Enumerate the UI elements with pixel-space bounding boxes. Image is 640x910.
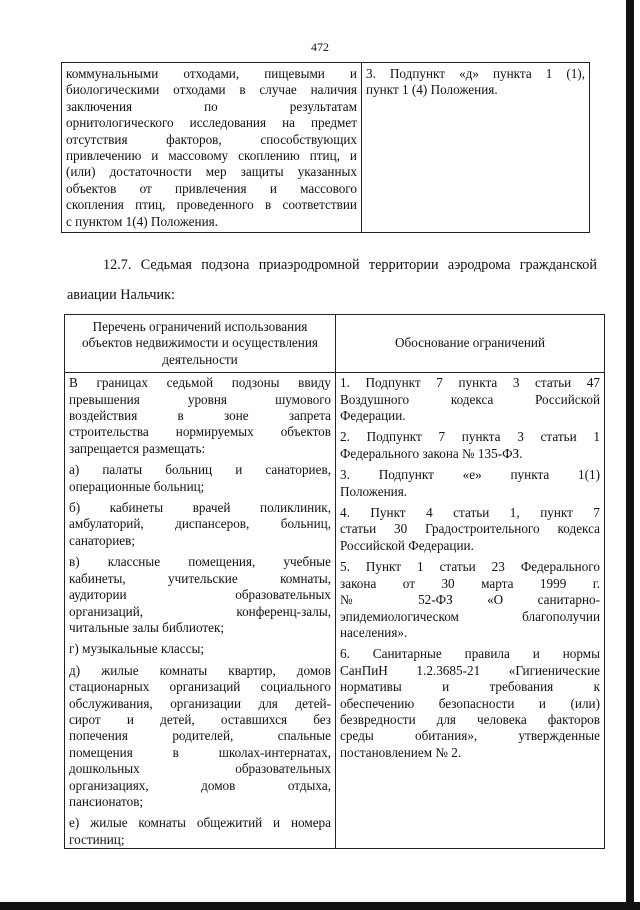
text-line: Российской Федерации. — [340, 537, 474, 553]
scan-border-right — [626, 0, 634, 910]
paragraph — [69, 815, 331, 848]
justification-cell — [362, 63, 590, 233]
text-line: запрещается размещать: — [69, 440, 206, 456]
table-header-row — [65, 315, 605, 373]
continued-restrictions-table — [61, 62, 590, 233]
text-line: организациях, домов отдыха, — [69, 777, 331, 793]
text-line: организаций, конференц-залы, — [69, 603, 331, 619]
text-line: В границах седьмой подзоны ввиду — [69, 375, 331, 391]
section-heading-line: 12.7. Седьмая подзона приаэродромной территории аэродрома гражданской — [103, 257, 597, 273]
text-line: обеспечению безопасности и (или) — [340, 695, 600, 711]
section-heading — [67, 255, 597, 275]
text-line: коммунальными отходами, пищевыми и — [66, 66, 357, 81]
text-line: биологическими отходами в случае наличия — [66, 82, 357, 98]
scan-border-bottom — [0, 902, 640, 910]
text-line: читальные залы библиотек; — [69, 619, 225, 635]
page-number: 472 — [311, 40, 329, 54]
text-line: пансионатов; — [69, 793, 144, 809]
header-justification: Обоснование ограничений — [336, 315, 605, 373]
paragraph — [340, 429, 600, 462]
text-line: строительства нормируемых объектов — [69, 424, 331, 440]
paragraph — [69, 554, 331, 636]
paragraph — [69, 663, 331, 811]
section-heading-continuation: авиации Нальчик: — [67, 287, 175, 303]
restriction-cell — [62, 63, 362, 233]
text-line: 3. Подпункт «е» пункта 1(1) — [340, 467, 600, 483]
text-line: СанПиН 1.2.3685-21 «Гигиенические — [340, 662, 600, 678]
justification-list-cell — [336, 373, 605, 849]
paragraph — [69, 641, 331, 657]
text-line: 4. Пункт 4 статьи 1, пункт 7 — [340, 505, 600, 521]
table-row — [65, 373, 605, 849]
text-line: дошкольных образовательных — [69, 761, 331, 777]
table-row — [62, 63, 590, 233]
text-line: г) музыкальные классы; — [69, 641, 205, 657]
paragraph — [340, 559, 600, 641]
text-line: Федерального закона № 135-ФЗ. — [340, 445, 523, 461]
text-line: 3. Подпункт «д» пункта 1 (1), — [366, 66, 585, 81]
text-line: санаториев; — [69, 532, 136, 548]
header-restrictions: Перечень ограничений использования объектов недвижимости и осуществления деятельности — [65, 315, 336, 373]
text-line: обслуживания, организации для детей- — [69, 695, 331, 711]
text-line: орнитологического исследования на предмет — [66, 115, 357, 131]
text-line: населения». — [340, 624, 408, 640]
text-line: постановлением № 2. — [340, 744, 462, 760]
text-line: операционные больниц; — [69, 478, 205, 494]
text-line: Положения. — [340, 483, 408, 499]
text-line: 1. Подпункт 7 пункта 3 статьи 47 — [340, 375, 600, 391]
text-line: амбулаторий, диспансеров, больниц, — [69, 516, 331, 532]
paragraph — [340, 375, 600, 424]
text-line: д) жилые комнаты квартир, домов — [69, 662, 331, 678]
text-line: е) жилые комнаты общежитий и номера — [69, 815, 331, 831]
text-line: а) палаты больниц и санаториев, — [69, 462, 331, 478]
text-line: привлечению и массовому скоплению птиц, и — [66, 148, 357, 164]
text-line: заключения по результатам — [66, 98, 357, 114]
paragraph — [340, 646, 600, 761]
text-line: пункт 1 (4) Положения. — [366, 82, 498, 98]
text-line: № 52-ФЗ «О санитарно- — [340, 592, 600, 608]
paragraph — [69, 375, 331, 457]
text-line: среды обитания», утвержденные — [340, 728, 600, 744]
restrictions-list-cell — [65, 373, 336, 849]
paragraph — [69, 500, 331, 549]
text-line: аудитории образовательных — [69, 587, 331, 603]
text-line: (или) достаточности мер защиты указанных — [66, 164, 357, 180]
text-line: Федерации. — [340, 408, 406, 424]
text-line: 5. Пункт 1 статьи 23 Федерального — [340, 559, 600, 575]
text-line: объектов от привлечения и массового — [66, 180, 357, 196]
text-line: закона от 30 марта 1999 г. — [340, 575, 600, 591]
text-line: с пунктом 1(4) Положения. — [66, 213, 218, 229]
text-line: отсутствия факторов, способствующих — [66, 131, 357, 147]
text-line: Воздушного кодекса Российской — [340, 391, 600, 407]
paragraph — [340, 505, 600, 554]
text-line: безвредности для человека факторов — [340, 711, 600, 727]
text-line: скопления птиц, проведенного в соответствии — [66, 197, 357, 213]
text-line: гостиниц; — [69, 831, 125, 847]
text-line: в) классные помещения, учебные — [69, 554, 331, 570]
text-line: воздействия в зоне запрета — [69, 408, 331, 424]
subzone-seven-restrictions-table — [64, 314, 605, 849]
text-line: сирот и детей, оставшихся без — [69, 711, 331, 727]
text-line: стационарных организаций социального — [69, 679, 331, 695]
text-line: 2. Подпункт 7 пункта 3 статьи 1 — [340, 429, 600, 445]
text-line: нормативы и требования к — [340, 679, 600, 695]
text-line: кабинеты, учительские комнаты, — [69, 570, 331, 586]
text-line: эпидемиологическом благополучии — [340, 608, 600, 624]
text-line: статьи 30 Градостроительного кодекса — [340, 521, 600, 537]
text-line: 6. Санитарные правила и нормы — [340, 646, 600, 662]
paragraph — [340, 467, 600, 500]
text-line: попечения родителей, спальные — [69, 728, 331, 744]
text-line: б) кабинеты врачей поликлиник, — [69, 500, 331, 516]
paragraph — [69, 462, 331, 495]
text-line: превышения уровня шумового — [69, 391, 331, 407]
text-line: помещения в школах-интернатах, — [69, 744, 331, 760]
